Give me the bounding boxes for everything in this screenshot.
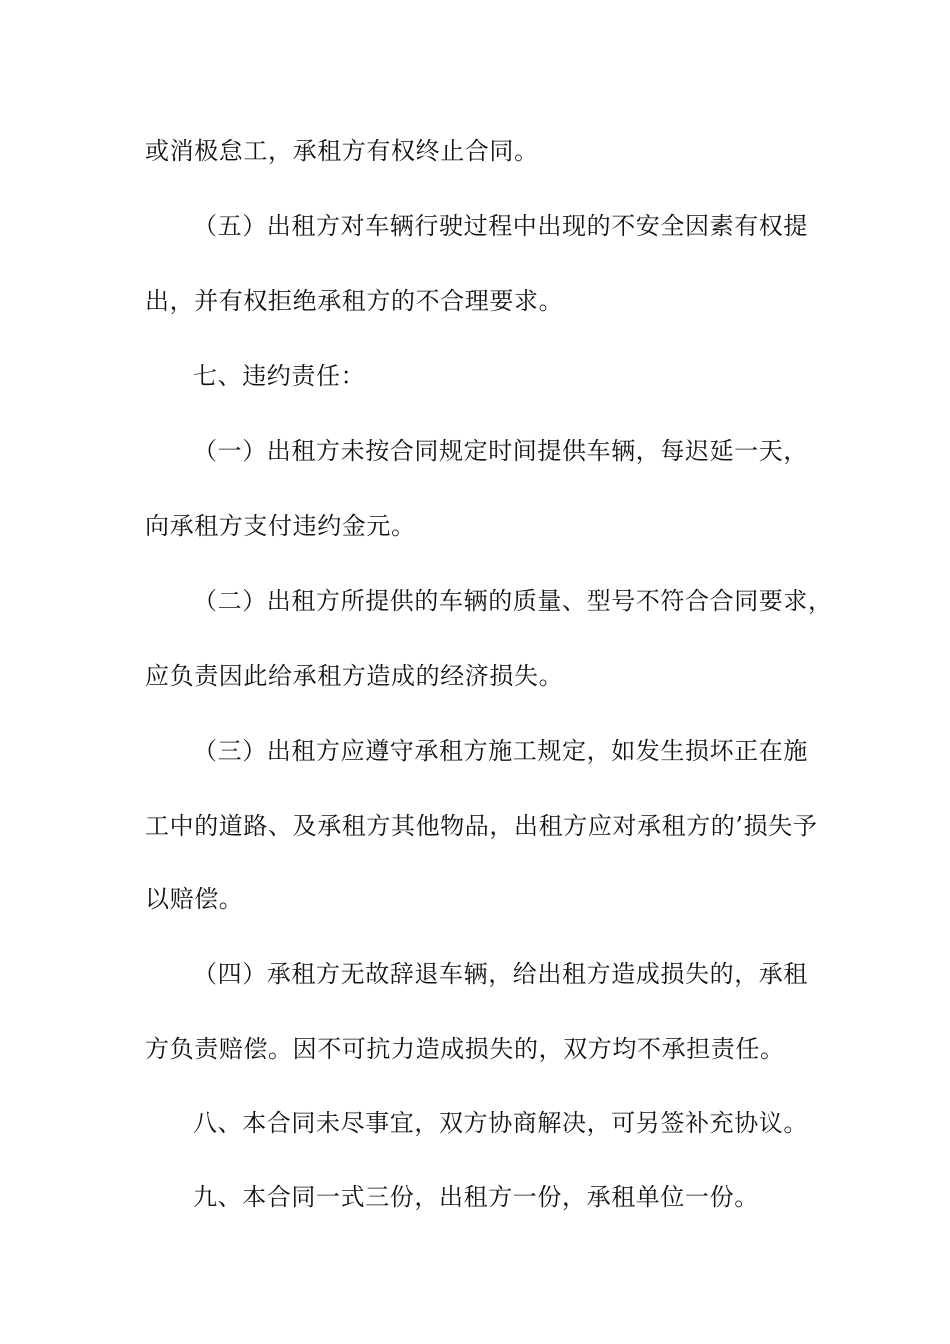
text-line: 方负责赔偿。因不可抗力造成损失的，双方均不承担责任。: [145, 1035, 785, 1063]
text-line: （四）承租方无故辞退车辆，给出租方造成损失的，承租: [193, 960, 808, 988]
section-heading: 七、违约责任：: [193, 362, 366, 390]
text-line: （一）出租方未按合同规定时间提供车辆，每迟延一天，: [193, 437, 808, 465]
text-line: 以赔偿。: [145, 885, 244, 913]
section-heading: 八、本合同未尽事宜，双方协商解决，可另签补充协议。: [193, 1109, 808, 1137]
text-line: 应负责因此给承租方造成的经济损失。: [145, 662, 564, 690]
text-line: 工中的道路、及承租方其他物品，出租方应对承租方的’损失予: [145, 812, 818, 840]
section-heading: 九、本合同一式三份，出租方一份，承租单位一份。: [193, 1183, 759, 1211]
text-line: （三）出租方应遵守承租方施工规定，如发生损坏正在施: [193, 737, 808, 765]
text-line: （五）出租方对车辆行驶过程中出现的不安全因素有权提: [193, 212, 808, 240]
text-line: 出，并有权拒绝承租方的不合理要求。: [145, 287, 564, 315]
text-line: （二）出租方所提供的车辆的质量、型号不符合合同要求，: [193, 587, 833, 615]
text-line: 向承租方支付违约金元。: [145, 512, 416, 540]
text-line: 或消极怠工，承租方有权终止合同。: [145, 137, 539, 165]
